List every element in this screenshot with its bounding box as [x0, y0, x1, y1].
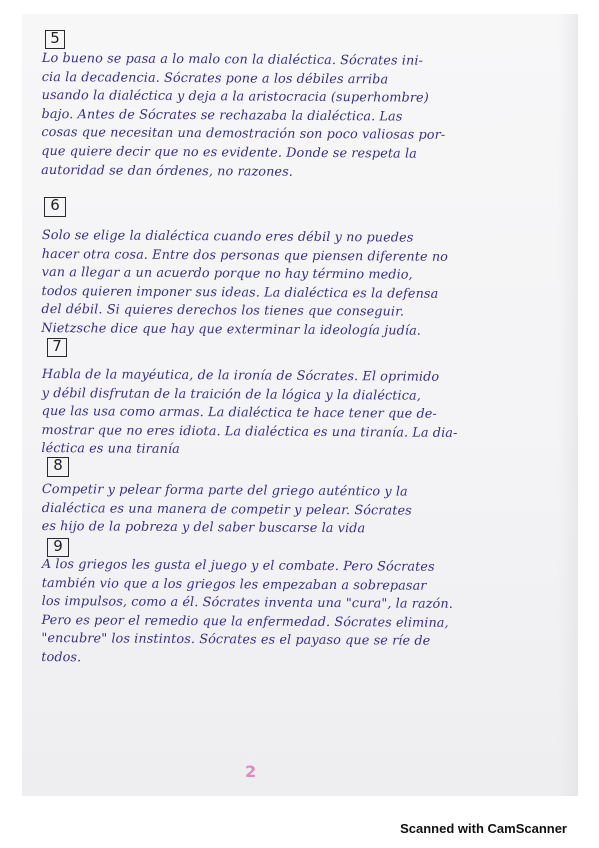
text-line: usando la dialéctica y deja a la aristocracia (superhombre): [41, 88, 429, 106]
page-number: 2: [245, 762, 257, 781]
text-line: cia la decadencia. Sócrates pone a los débiles arriba: [41, 69, 389, 88]
text-line: Pero es peor el remedio que la enfermedad. Sócrates elimina,: [41, 612, 449, 631]
text-line: Lo bueno se pasa a lo malo con la dialéctica. Sócrates ini-: [41, 50, 424, 69]
text-line: los impulsos, como a él. Sócrates inventa una "cura", la razón.: [41, 594, 453, 613]
text-line: todos quieren imponer sus ideas. La dialéctica es la defensa: [41, 283, 439, 302]
text-line: van a llegar a un acuerdo porque no hay término medio,: [41, 265, 413, 283]
text-line: cosas que necesitan una demostración son poco valiosas por-: [41, 125, 446, 144]
text-line: todos.: [41, 649, 82, 666]
text-line: Habla de la mayéutica, de la ironía de Sócrates. El oprimido: [41, 366, 440, 385]
text-line: autoridad se dan órdenes, no razones.: [41, 162, 294, 180]
text-line: bajo. Antes de Sócrates se rechazaba la dialéctica. Las: [41, 106, 403, 125]
scanner-watermark: Scanned with CamScanner: [400, 821, 567, 836]
section-number-box: 7: [47, 338, 67, 357]
section-number-box: 5: [45, 30, 65, 49]
text-line: es hijo de la pobreza y del saber buscarse la vida: [41, 519, 366, 537]
text-line: Nietzsche dice que hay que exterminar la ideología judía.: [41, 320, 422, 339]
text-line: A los griegos les gusta el juego y el combate. Pero Sócrates: [41, 557, 435, 575]
text-line: también vio que a los griegos les empezaban a sobrepasar: [41, 575, 427, 594]
section-number-box: 9: [47, 538, 69, 557]
text-line: y débil disfrutan de la traición de la lógica y la dialéctica,: [41, 385, 421, 404]
text-line: mostrar que no eres idiota. La dialéctica es una tiranía. La dia-: [41, 422, 458, 441]
section-number-box: 8: [47, 457, 69, 477]
text-line: Solo se elige la dialéctica cuando eres débil y no puedes: [41, 227, 414, 246]
text-line: Competir y pelear forma parte del griego auténtico y la: [41, 481, 408, 500]
text-line: hacer otra cosa. Entre dos personas que piensen diferente no: [41, 246, 449, 265]
section-number-box: 6: [44, 197, 66, 217]
section-paragraph: [41, 227, 534, 342]
text-line: que quiere decir que no es evidente. Donde se respeta la: [41, 143, 417, 162]
text-line: que las usa como armas. La dialéctica te hace tener que de-: [41, 404, 437, 422]
text-line: dialéctica es una manera de competir y pelear. Sócrates: [41, 500, 412, 519]
text-line: del débil. Si quieres derechos los tienes que conseguir.: [41, 302, 405, 320]
section-paragraph: [41, 50, 534, 184]
section-paragraph: [41, 556, 534, 671]
section-paragraph: [41, 366, 534, 462]
text-line: léctica es una tiranía: [41, 441, 180, 458]
page-edge-shadow: [558, 14, 578, 796]
text-line: "encubre" los instintos. Sócrates es el payaso que se ríe de: [41, 631, 431, 650]
section-paragraph: [42, 481, 534, 540]
